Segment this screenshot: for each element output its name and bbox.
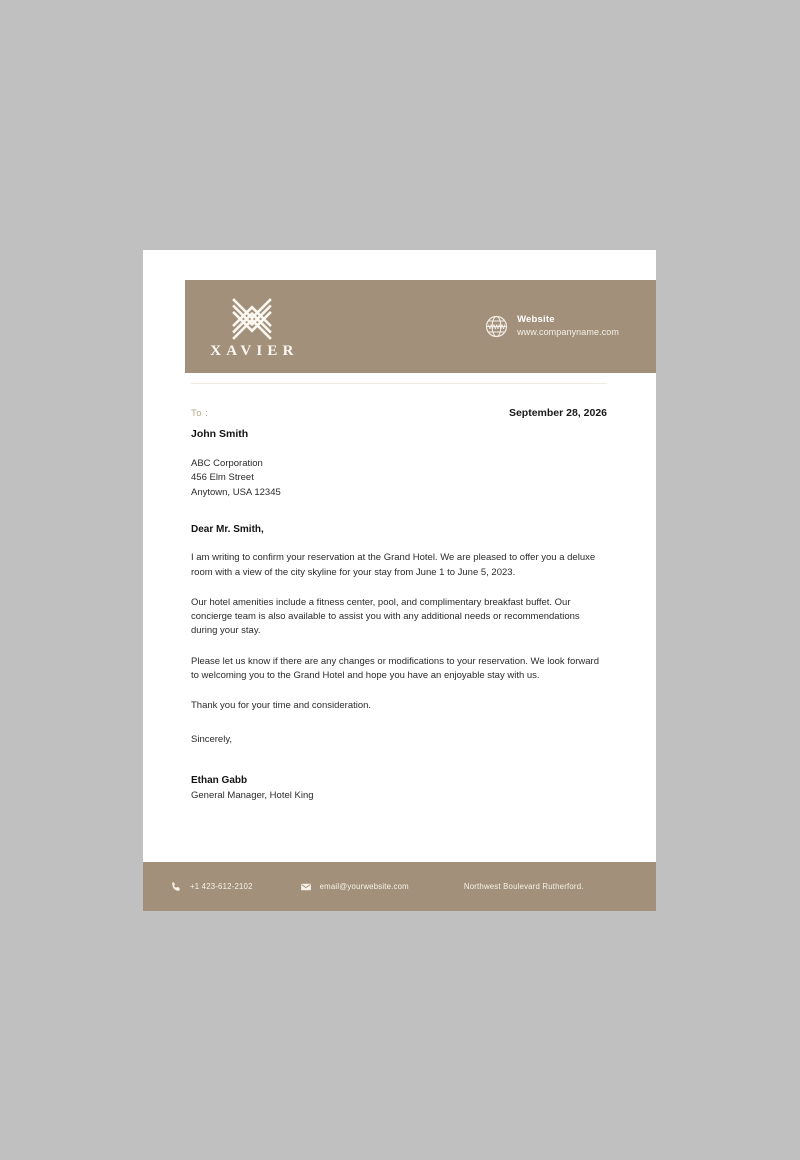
website-url[interactable]: www.companyname.com (517, 327, 619, 338)
signer-name: Ethan Gabb (191, 774, 248, 786)
globe-www-icon (485, 315, 508, 338)
recipient-name: John Smith (191, 428, 249, 440)
footer-phone[interactable] (170, 881, 253, 893)
nested-x-logo-icon (229, 298, 275, 340)
signature-block (191, 775, 607, 801)
footer-phone-value: +1 423-612-2102 (190, 882, 253, 891)
letterhead-footer (143, 862, 656, 911)
salutation: Dear Mr. Smith, (191, 524, 264, 536)
footer-email-value: email@yourwebsite.com (319, 882, 409, 891)
website-text-group (517, 314, 619, 339)
svg-text:WWW: WWW (488, 323, 505, 331)
address-line: Anytown, USA 12345 (191, 486, 281, 498)
signer-title: General Manager, Hotel King (191, 789, 314, 801)
footer-address (464, 882, 584, 891)
recipient-date-row (191, 407, 607, 419)
brand-wordmark: XAVIER (210, 343, 299, 359)
letter-page (143, 250, 656, 911)
header-divider-rule (191, 383, 607, 384)
letter-body (191, 383, 607, 801)
body-paragraph: Thank you for your time and consideration. (191, 700, 372, 712)
body-paragraph: I am writing to confirm your reservation at the Grand Hotel. We are pleased to offer you a deluxe room with a view of the city skyline for your stay from June 1 to June 5, 2023. (191, 552, 596, 578)
letter-date: September 28, 2026 (508, 407, 607, 419)
recipient-address (191, 457, 607, 500)
body-paragraph: Please let us know if there are any changes or modifications to your reservation. We look forward to welcoming you to the Grand Hotel and hope you have an enjoyable stay with us. (191, 655, 599, 681)
letterhead-header (185, 280, 656, 373)
phone-icon (170, 881, 182, 893)
to-label: To : (191, 408, 209, 419)
footer-address-value: Northwest Boulevard Rutherford. (463, 882, 584, 891)
envelope-icon (300, 881, 312, 893)
brand-lockup (205, 294, 299, 359)
footer-email[interactable] (300, 881, 409, 893)
website-label: Website (517, 313, 555, 325)
closing-line: Sincerely, (191, 733, 233, 745)
address-line: 456 Elm Street (191, 472, 254, 484)
header-website-block[interactable] (485, 314, 619, 339)
address-line: ABC Corporation (191, 458, 263, 469)
body-paragraph: Our hotel amenities include a fitness center, pool, and complimentary breakfast buffet. Our concierge team is also available to assist you with any additional needs or recommendations during your stay. (191, 596, 580, 637)
